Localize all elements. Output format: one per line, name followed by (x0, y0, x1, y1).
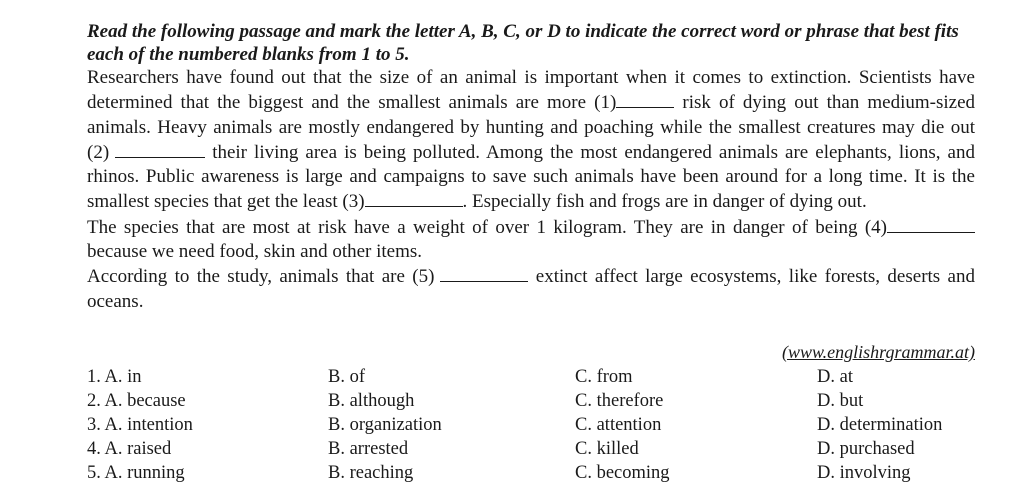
option-b[interactable]: B. of (328, 367, 365, 387)
option-c[interactable]: C. attention (575, 415, 662, 435)
paragraph-3 (87, 264, 975, 314)
instruction-heading: Read the following passage and mark the letter A, B, C, or D to indicate the correct word or phrase that best fits each of the numbered blanks from 1 to 5. (87, 21, 959, 65)
worksheet-page (87, 20, 976, 483)
passage-text: extinct affect large ecosystems, like forests, deserts and oceans. (87, 266, 975, 312)
blank-5 (440, 264, 528, 282)
option-a[interactable]: 1. A. in (87, 367, 142, 387)
option-b[interactable]: B. organization (328, 415, 442, 435)
option-c[interactable]: C. becoming (575, 463, 670, 483)
question-row (87, 389, 987, 413)
blank-2 (115, 140, 205, 158)
passage-text: because we need food, skin and other items. (87, 241, 423, 263)
source-link[interactable]: (www.englishrgrammar.at) (781, 342, 975, 362)
option-b[interactable]: B. reaching (328, 463, 414, 483)
option-d[interactable]: D. involving (817, 463, 911, 483)
paragraph-2 (87, 215, 975, 265)
option-d[interactable]: D. purchased (817, 439, 915, 459)
question-row (87, 413, 987, 437)
paragraph-1 (87, 66, 975, 215)
passage-text: . Especially fish and frogs are in danger of dying out. (462, 191, 867, 213)
passage-text: According to the study, animals that are (5) (87, 266, 435, 288)
question-row (87, 461, 987, 485)
passage (87, 66, 975, 314)
question-row (87, 437, 987, 461)
blank-1 (616, 90, 674, 108)
option-d[interactable]: D. determination (817, 415, 943, 435)
option-a[interactable]: 2. A. because (87, 391, 186, 411)
option-b[interactable]: B. arrested (328, 439, 409, 459)
option-d[interactable]: D. at (817, 367, 853, 387)
blank-3 (365, 189, 463, 207)
passage-text: The species that are most at risk have a weight of over 1 kilogram. They are in danger of being (4) (87, 216, 887, 238)
option-a[interactable]: 5. A. running (87, 463, 185, 483)
source-row (87, 342, 975, 364)
passage-text: risk of dying out than medium-sized animals. Heavy animals are mostly endangered by hunting and poaching while the smallest creatures may die out (2) (87, 92, 976, 163)
option-c[interactable]: C. killed (575, 439, 639, 459)
option-d[interactable]: D. but (817, 391, 864, 411)
option-b[interactable]: B. although (328, 391, 415, 411)
answer-options (87, 365, 987, 485)
question-row (87, 365, 987, 389)
option-a[interactable]: 3. A. intention (87, 415, 193, 435)
option-c[interactable]: C. therefore (575, 391, 664, 411)
blank-4 (887, 215, 975, 233)
option-a[interactable]: 4. A. raised (87, 439, 172, 459)
option-c[interactable]: C. from (575, 367, 633, 387)
passage-text: Researchers have found out that the size of an animal is important when it comes to extinction. Scientists have determined that the biggest and the smallest animals are more (1) (87, 67, 975, 114)
passage-text: their living area is being polluted. Among the most endangered animals are elephants, lions, and rhinos. Public awareness is large and campaigns to save such animals have been around for a long time. It is the smallest species that get the least (3) (87, 141, 975, 213)
